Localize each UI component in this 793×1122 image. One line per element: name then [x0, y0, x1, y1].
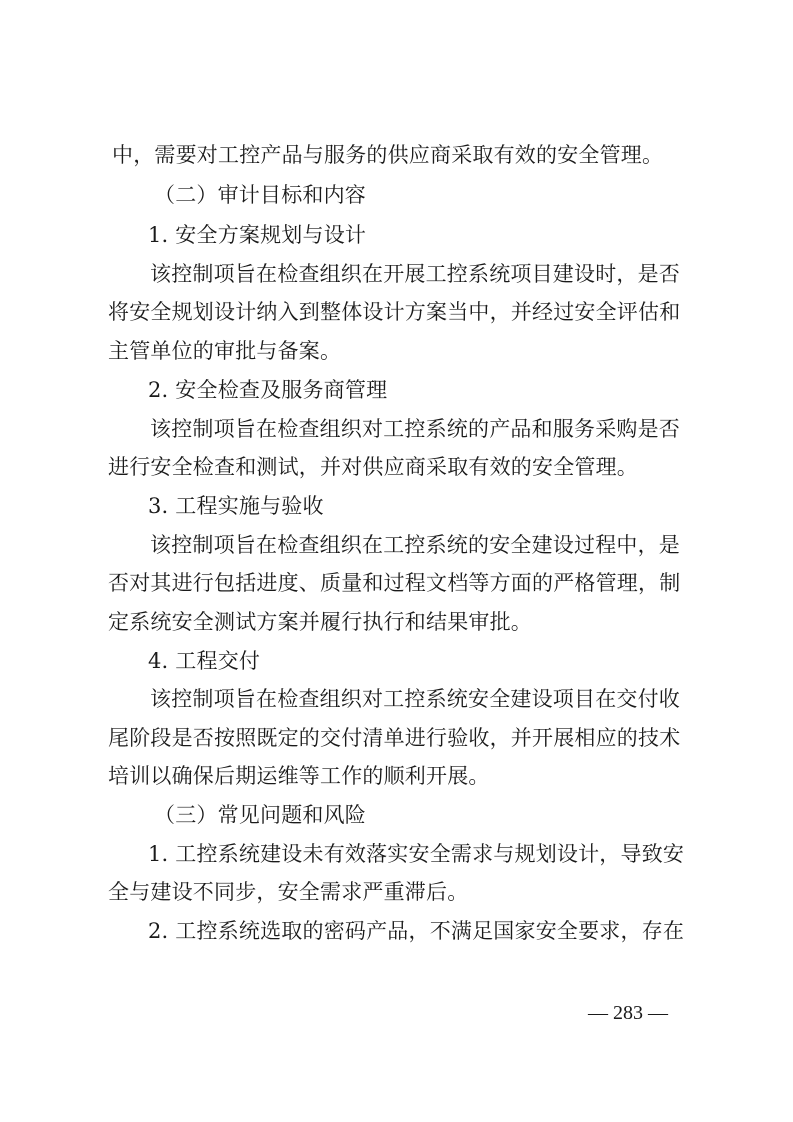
- paragraph-line: 否对其进行包括进度、质量和过程文档等方面的严格管理，制: [108, 571, 681, 595]
- paragraph-line: 将安全规划设计纳入到整体设计方案当中，并经过安全评估和: [108, 300, 681, 324]
- paragraph-line: 该控制项旨在检查组织在开展工控系统项目建设时，是否: [150, 262, 680, 286]
- paragraph-line: 该控制项旨在检查组织对工控系统的产品和服务采购是否: [150, 417, 680, 441]
- paragraph-line: 1. 工控系统建设未有效落实安全需求与规划设计，导致安: [148, 842, 685, 866]
- page-number: — 283 —: [588, 1002, 668, 1024]
- section-heading: （二）审计目标和内容: [154, 183, 366, 207]
- paragraph-line: 主管单位的审批与备案。: [108, 339, 342, 363]
- paragraph-line: 2. 工控系统选取的密码产品，不满足国家安全要求，存在: [148, 919, 685, 943]
- paragraph-line: 培训以确保后期运维等工作的顺利开展。: [108, 764, 490, 788]
- paragraph-line: 全与建设不同步，安全需求严重滞后。: [108, 880, 469, 904]
- subsection-heading: 4. 工程交付: [148, 649, 261, 673]
- subsection-heading: 1. 安全方案规划与设计: [148, 223, 367, 247]
- paragraph-line: 定系统安全测试方案并履行执行和结果审批。: [108, 610, 532, 634]
- paragraph-line: 尾阶段是否按照既定的交付清单进行验收，并开展相应的技术: [108, 726, 681, 750]
- paragraph-line: 该控制项旨在检查组织在工控系统的安全建设过程中，是: [150, 533, 680, 557]
- paragraph-line: 进行安全检查和测试，并对供应商采取有效的安全管理。: [108, 455, 638, 479]
- paragraph-line: 中，需要对工控产品与服务的供应商采取有效的安全管理。: [112, 143, 664, 167]
- paragraph-line: 该控制项旨在检查组织对工控系统安全建设项目在交付收: [150, 687, 680, 711]
- section-heading: （三）常见问题和风险: [154, 803, 366, 827]
- subsection-heading: 2. 安全检查及服务商管理: [148, 378, 388, 402]
- subsection-heading: 3. 工程实施与验收: [148, 494, 324, 518]
